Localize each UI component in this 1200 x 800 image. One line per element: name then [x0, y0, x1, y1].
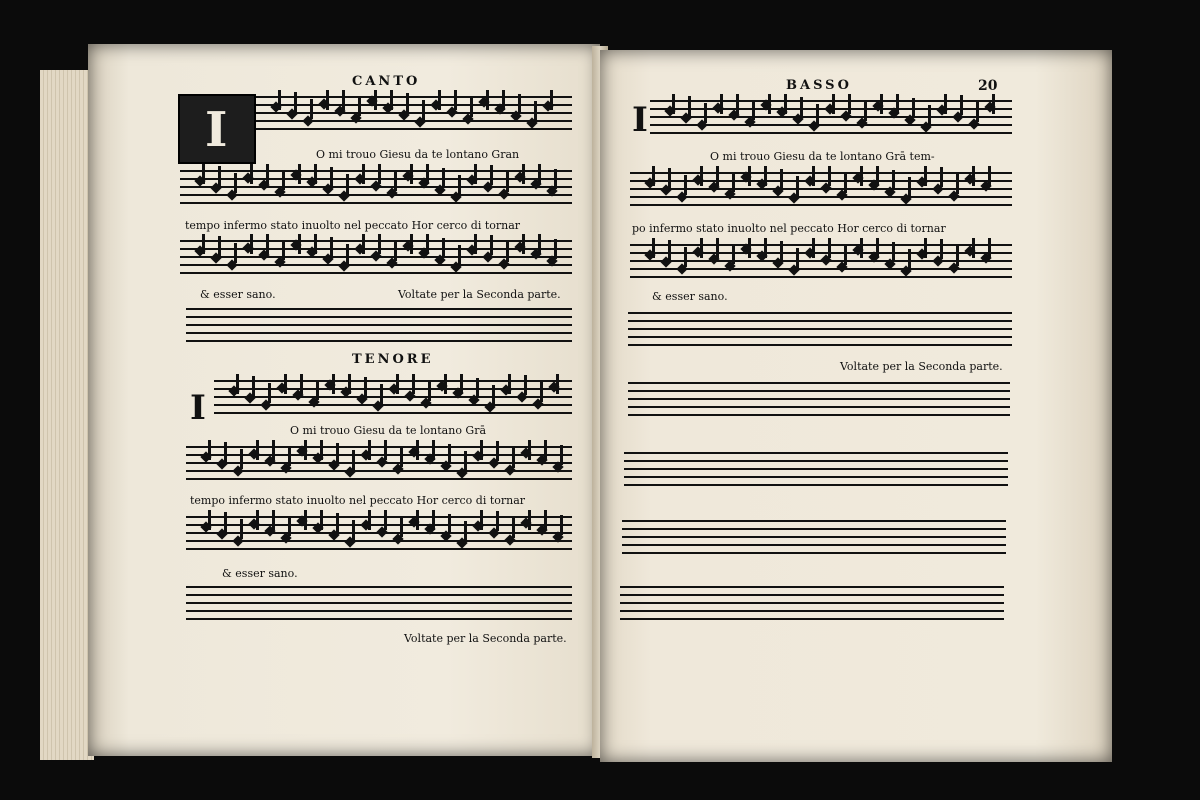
note-stem — [544, 510, 547, 530]
note-stem — [928, 105, 931, 125]
basso-lyric-2: po infermo stato inuolto nel peccato Hor cerco di tornar — [632, 222, 946, 235]
note-stem — [416, 440, 419, 460]
note-stem — [486, 90, 489, 110]
note-stem — [252, 376, 255, 396]
note-stem — [304, 440, 307, 460]
note-stem — [496, 441, 499, 461]
note-stem — [732, 172, 735, 192]
note-stem — [362, 234, 365, 254]
note-stem — [234, 243, 237, 263]
note-stem — [378, 164, 381, 184]
note-stem — [780, 169, 783, 189]
canto-staff-empty — [186, 308, 572, 342]
tenore-initial-icon: I — [190, 388, 206, 428]
note-stem — [394, 241, 397, 261]
note-stem — [556, 374, 559, 394]
note-stem — [908, 177, 911, 197]
note-stem — [474, 164, 477, 184]
note-stem — [490, 235, 493, 255]
note-stem — [752, 100, 755, 120]
canto-heading: CANTO — [352, 74, 421, 89]
note-stem — [300, 374, 303, 394]
note-stem — [892, 170, 895, 190]
basso-staff-empty-3 — [624, 452, 1008, 486]
note-stem — [492, 385, 495, 405]
note-stem — [400, 517, 403, 537]
note-stem — [278, 90, 281, 110]
note-stem — [384, 440, 387, 460]
note-stem — [432, 510, 435, 530]
note-stem — [250, 164, 253, 184]
note-stem — [688, 96, 691, 116]
note-stem — [554, 239, 557, 259]
basso-lyric-1: O mi trouo Giesu da te lontano Grā tem- — [710, 150, 935, 163]
note-stem — [284, 374, 287, 394]
note-stem — [438, 90, 441, 110]
note-stem — [380, 384, 383, 404]
note-stem — [364, 377, 367, 397]
note-stem — [684, 247, 687, 267]
note-stem — [652, 166, 655, 186]
note-stem — [860, 166, 863, 186]
note-stem — [476, 378, 479, 398]
note-stem — [288, 446, 291, 466]
note-stem — [944, 94, 947, 114]
note-stem — [844, 245, 847, 265]
note-stem — [506, 172, 509, 192]
basso-staff-empty-4 — [622, 520, 1006, 554]
note-stem — [518, 94, 521, 114]
note-stem — [800, 97, 803, 117]
note-stem — [346, 174, 349, 194]
note-stem — [282, 170, 285, 190]
note-stem — [326, 90, 329, 110]
note-stem — [480, 440, 483, 460]
note-stem — [972, 238, 975, 258]
note-stem — [442, 168, 445, 188]
note-stem — [908, 249, 911, 269]
note-stem — [764, 166, 767, 186]
note-stem — [410, 234, 413, 254]
note-stem — [816, 104, 819, 124]
note-stem — [268, 383, 271, 403]
note-stem — [828, 238, 831, 258]
note-stem — [314, 164, 317, 184]
note-stem — [892, 242, 895, 262]
note-stem — [508, 374, 511, 394]
note-stem — [512, 448, 515, 468]
note-stem — [844, 173, 847, 193]
note-stem — [470, 97, 473, 117]
tenore-heading: TENORE — [352, 352, 434, 367]
canto-voltate: Voltate per la Seconda parte. — [398, 288, 561, 301]
note-stem — [352, 520, 355, 540]
note-stem — [924, 238, 927, 258]
note-stem — [560, 445, 563, 465]
page-edges — [40, 70, 94, 760]
note-stem — [218, 166, 221, 186]
note-stem — [540, 382, 543, 402]
note-stem — [976, 102, 979, 122]
note-stem — [828, 166, 831, 186]
basso-staff-empty-2 — [628, 382, 1010, 416]
canto-lyric-2: tempo infermo stato inuolto nel peccato Hor cerco di tornar — [185, 219, 521, 232]
note-stem — [358, 96, 361, 116]
note-stem — [458, 175, 461, 195]
note-stem — [780, 241, 783, 261]
note-stem — [294, 92, 297, 112]
note-stem — [330, 167, 333, 187]
tenore-lyric-1: O mi trouo Giesu da te lontano Grā — [290, 424, 487, 437]
basso-initial-icon: I — [632, 100, 648, 140]
note-stem — [812, 238, 815, 258]
note-stem — [400, 447, 403, 467]
note-stem — [522, 164, 525, 184]
note-stem — [992, 94, 995, 114]
note-stem — [266, 234, 269, 254]
note-stem — [912, 98, 915, 118]
basso-voltate: Voltate per la Seconda parte. — [840, 360, 1003, 373]
note-stem — [512, 518, 515, 538]
note-stem — [390, 90, 393, 110]
note-stem — [208, 510, 211, 530]
note-stem — [736, 94, 739, 114]
note-stem — [320, 510, 323, 530]
note-stem — [700, 238, 703, 258]
note-stem — [442, 238, 445, 258]
note-stem — [256, 440, 259, 460]
tenore-voltate: Voltate per la Seconda parte. — [404, 632, 567, 645]
note-stem — [266, 164, 269, 184]
note-stem — [208, 440, 211, 460]
note-stem — [454, 90, 457, 110]
note-stem — [748, 166, 751, 186]
note-stem — [538, 164, 541, 184]
note-stem — [314, 234, 317, 254]
note-stem — [368, 440, 371, 460]
note-stem — [940, 167, 943, 187]
note-stem — [502, 90, 505, 110]
note-stem — [416, 510, 419, 530]
note-stem — [972, 166, 975, 186]
note-stem — [346, 244, 349, 264]
note-stem — [704, 103, 707, 123]
note-stem — [396, 374, 399, 394]
note-stem — [560, 515, 563, 535]
basso-heading: BASSO — [786, 78, 852, 93]
note-stem — [732, 244, 735, 264]
note-stem — [320, 440, 323, 460]
note-stem — [550, 90, 553, 110]
note-stem — [362, 164, 365, 184]
note-stem — [956, 174, 959, 194]
note-stem — [336, 513, 339, 533]
note-stem — [218, 236, 221, 256]
note-stem — [474, 234, 477, 254]
note-stem — [374, 90, 377, 110]
note-stem — [496, 511, 499, 531]
note-stem — [528, 440, 531, 460]
note-stem — [412, 374, 415, 394]
note-stem — [506, 242, 509, 262]
note-stem — [422, 100, 425, 120]
note-stem — [272, 510, 275, 530]
note-stem — [394, 171, 397, 191]
note-stem — [748, 238, 751, 258]
note-stem — [672, 94, 675, 114]
tenore-lyric-3: & esser sano. — [222, 567, 298, 580]
note-stem — [282, 240, 285, 260]
note-stem — [384, 510, 387, 530]
note-stem — [240, 449, 243, 469]
note-stem — [956, 246, 959, 266]
note-stem — [448, 514, 451, 534]
note-stem — [432, 440, 435, 460]
note-stem — [224, 442, 227, 462]
note-stem — [224, 512, 227, 532]
note-stem — [668, 168, 671, 188]
note-stem — [876, 238, 879, 258]
note-stem — [684, 175, 687, 195]
note-stem — [960, 95, 963, 115]
note-stem — [924, 166, 927, 186]
canto-lyric-3: & esser sano. — [200, 288, 276, 301]
note-stem — [534, 101, 537, 121]
note-stem — [876, 166, 879, 186]
note-stem — [352, 450, 355, 470]
basso-lyric-3: & esser sano. — [652, 290, 728, 303]
note-stem — [406, 93, 409, 113]
note-stem — [342, 90, 345, 110]
note-stem — [298, 164, 301, 184]
note-stem — [896, 94, 899, 114]
note-stem — [554, 169, 557, 189]
page-number: 20 — [978, 78, 998, 94]
note-stem — [236, 374, 239, 394]
basso-staff-empty-1 — [628, 312, 1012, 346]
note-stem — [490, 165, 493, 185]
note-stem — [240, 519, 243, 539]
note-stem — [272, 440, 275, 460]
note-stem — [256, 510, 259, 530]
note-stem — [460, 374, 463, 394]
note-stem — [940, 239, 943, 259]
note-stem — [316, 380, 319, 400]
note-stem — [288, 516, 291, 536]
note-stem — [378, 234, 381, 254]
note-stem — [410, 164, 413, 184]
note-stem — [330, 237, 333, 257]
tenore-staff-empty — [186, 586, 572, 620]
note-stem — [796, 176, 799, 196]
note-stem — [832, 94, 835, 114]
note-stem — [348, 374, 351, 394]
note-stem — [720, 94, 723, 114]
canto-lyric-1: O mi trouo Giesu da te lontano Gran — [316, 148, 520, 161]
basso-staff-empty-5 — [620, 586, 1004, 620]
note-stem — [368, 510, 371, 530]
note-stem — [524, 375, 527, 395]
note-stem — [528, 510, 531, 530]
note-stem — [860, 238, 863, 258]
note-stem — [234, 173, 237, 193]
note-stem — [304, 510, 307, 530]
note-stem — [988, 166, 991, 186]
note-stem — [812, 166, 815, 186]
note-stem — [716, 238, 719, 258]
note-stem — [336, 443, 339, 463]
note-stem — [202, 164, 205, 184]
note-stem — [652, 238, 655, 258]
note-stem — [444, 374, 447, 394]
note-stem — [202, 234, 205, 254]
note-stem — [310, 99, 313, 119]
note-stem — [448, 444, 451, 464]
note-stem — [716, 166, 719, 186]
note-stem — [668, 240, 671, 260]
note-stem — [848, 94, 851, 114]
note-stem — [880, 94, 883, 114]
note-stem — [250, 234, 253, 254]
note-stem — [464, 451, 467, 471]
note-stem — [864, 101, 867, 121]
note-stem — [538, 234, 541, 254]
note-stem — [480, 510, 483, 530]
note-stem — [768, 94, 771, 114]
note-stem — [700, 166, 703, 186]
note-stem — [522, 234, 525, 254]
note-stem — [426, 234, 429, 254]
note-stem — [332, 374, 335, 394]
note-stem — [988, 238, 991, 258]
note-stem — [764, 238, 767, 258]
note-stem — [784, 94, 787, 114]
initial-letter-icon: I — [205, 102, 228, 158]
tenore-lyric-2: tempo infermo stato inuolto nel peccato Hor cerco di tornar — [190, 494, 526, 507]
note-stem — [796, 248, 799, 268]
note-stem — [298, 234, 301, 254]
note-stem — [426, 164, 429, 184]
note-stem — [428, 381, 431, 401]
note-stem — [544, 440, 547, 460]
canto-staff-1 — [256, 96, 572, 130]
note-stem — [464, 521, 467, 541]
note-stem — [458, 245, 461, 265]
